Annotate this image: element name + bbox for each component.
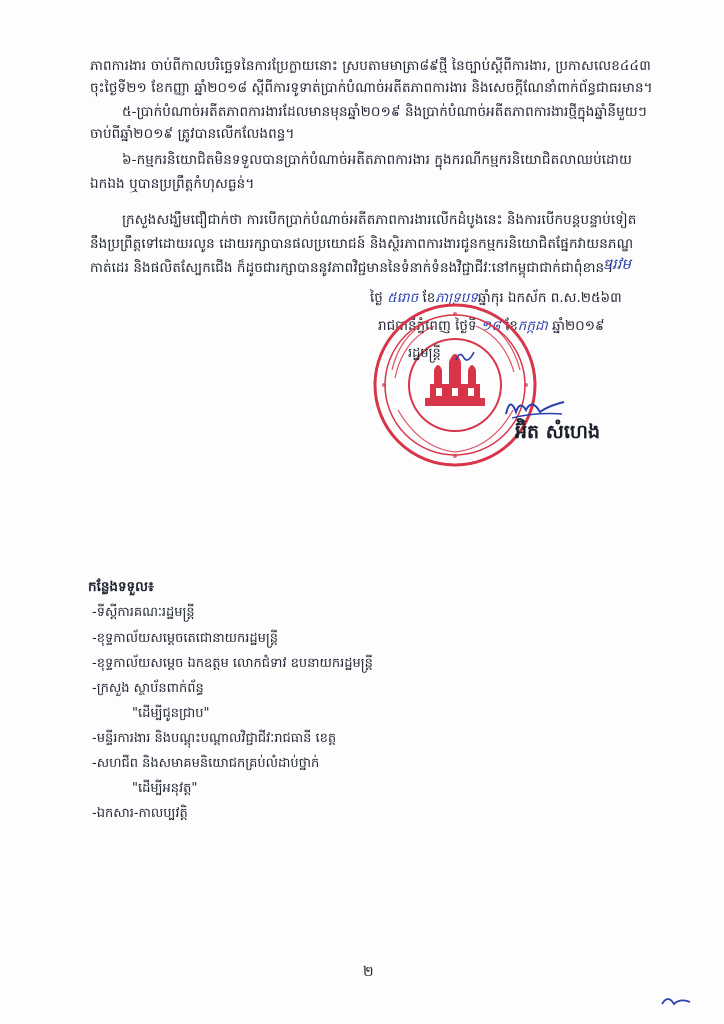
page-number: ២ <box>363 964 374 980</box>
recipient-item: -ឯកសារ-កាលប្បវត្តិ <box>92 806 188 821</box>
body-line-1: ភាពការងារ ចាប់ពីកាលបរិច្ឆេទនៃការប្រែក្លាយនោះ ស្របតាមមាត្រា៨៩ថ្មី នៃច្បាប់ស្តីពីការងារ, ប្រកាសលេខ៤៤៣ <box>90 58 651 74</box>
lunar-suffix: ឆ្នាំកុរ ឯកស័ក ព.ស.២៥៦៣ <box>477 290 622 306</box>
body-line-6: ឯកឯង ឬបានប្រព្រឹត្តកំហុសធ្ងន់។ <box>90 176 255 192</box>
body-line-4: ចាប់ពីឆ្នាំ២០១៩ ត្រូវបានលើកលែងពន្ធ។ <box>90 126 295 142</box>
recipient-item: -ខុទ្ទកាល័យសម្តេច ឯកឧត្តម លោកជំទាវ ឧបនាយករដ្ឋមន្ត្រី <box>92 656 373 671</box>
solar-prefix: រាជធានីភ្នំពេញ ថ្ងៃទី <box>378 318 477 334</box>
recipient-item: -មន្ទីរការងារ និងបណ្តុះបណ្តាលវិជ្ជាជីវៈរាជធានី ខេត្ត <box>92 731 337 746</box>
body-line-3: ៥-ប្រាក់បំណាច់អតីតភាពការងារដែលមានមុនឆ្នាំ២០១៩ និងប្រាក់បំណាច់អតីតភាពការងារថ្មីក្នុងឆ្នាំនីមួយៗ <box>122 104 647 120</box>
lunar-handwritten-month: ភាទ្របទ <box>435 290 478 306</box>
body-line-9: កាត់ដេរ និងផលិតស្បែកជើង ក៏ដូចជារក្សាបាននូវភាពវិជ្ជមាននៃទំនាក់ទំនងវិជ្ជាជីវៈនៅកម្ពុជាជាក់ជាពុំខាន។ <box>90 260 614 276</box>
recipient-note: "ដើម្បីជូនជ្រាប" <box>132 706 210 721</box>
signatory-name: អ៊ិត សំហេង <box>515 421 601 443</box>
body-line-5: ៦-កម្មករនិយោជិតមិនទទួលបានប្រាក់បំណាច់អតីតភាពការងារ ក្នុងករណីកម្មករនិយោជិតលាឈប់ដោយ <box>122 152 632 168</box>
recipient-item: -ក្រសួង ស្ថាប័នពាក់ព័ន្ធ <box>92 681 204 696</box>
solar-handwritten-month: កក្កដា <box>517 318 548 334</box>
closing-handwritten: ៗរវម <box>602 255 631 273</box>
recipient-item: -ខុទ្ទកាល័យសម្តេចតេជោនាយករដ្ឋមន្ត្រី <box>92 631 278 646</box>
solar-handwritten-day: ១៨ <box>480 318 501 334</box>
initial-mark-icon <box>454 348 476 364</box>
lunar-prefix: ថ្ងៃ <box>370 290 383 306</box>
recipient-item: -ទីស្តីការគណៈរដ្ឋមន្ត្រី <box>92 605 195 620</box>
recipients-title: កន្លែងទទួល៖ <box>88 579 154 595</box>
solar-month-label: ខែ <box>504 318 518 334</box>
signature-icon <box>500 392 570 422</box>
body-line-7: ក្រសួងសង្ឃឹមជឿជាក់ថា ការបើកប្រាក់បំណាច់អតីតភាពការងារលើកដំបូងនេះ និងការបើកបន្តបន្ទាប់ទៀត <box>122 212 637 228</box>
corner-initial-icon <box>658 990 694 1010</box>
recipient-note: "ដើម្បីអនុវត្ត" <box>132 781 198 796</box>
signatory-title: រដ្ឋមន្ត្រី <box>408 346 441 361</box>
lunar-handwritten-day: ៥រោច <box>387 290 419 306</box>
body-line-2: ចុះថ្ងៃទី២១ ខែកញ្ញា ឆ្នាំ២០១៨ ស្តីពីការទូទាត់ប្រាក់បំណាច់អតីតភាពការងារ និងសេចក្តីណែនាំពាក់ព័ន្ធជាធរមាន។ <box>90 80 653 96</box>
solar-suffix: ឆ្នាំ២០១៩ <box>552 318 605 334</box>
recipient-item: -សហជីព និងសមាគមនិយោជកគ្រប់លំដាប់ថ្នាក់ <box>92 756 320 771</box>
body-line-8: នឹងប្រព្រឹត្តទៅដោយរលូន ដោយរក្សាបានផលប្រយោជន៍ និងស្ថិរភាពការងារជូនកម្មករនិយោជិតផ្នែកវាយនភណ្ឌ <box>90 236 634 252</box>
lunar-month-label: ខែ <box>422 290 436 306</box>
